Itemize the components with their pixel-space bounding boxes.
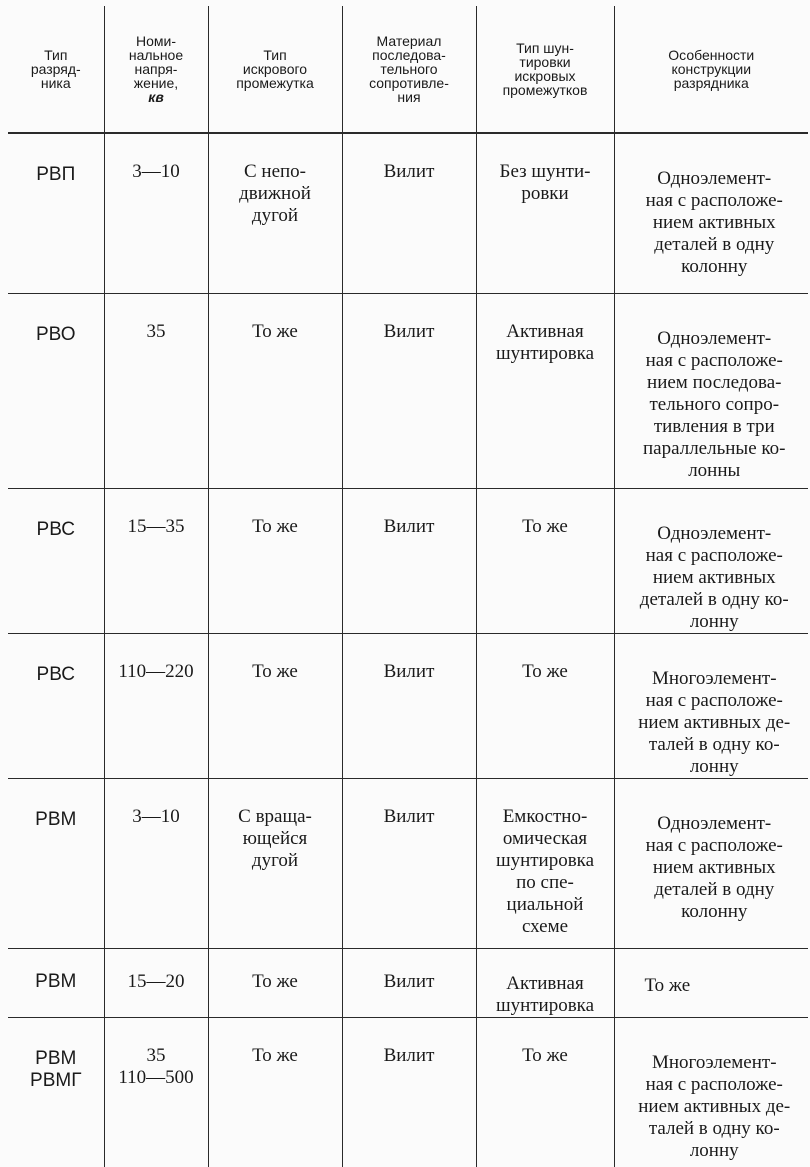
- cell-shunt: Активная шунтировка: [476, 293, 614, 488]
- cell-voltage: 35 110—500: [104, 1017, 208, 1167]
- cell-features: Одноэлемент- ная с расположе- нием активных деталей в одну колонну: [614, 133, 808, 293]
- table-row: [8, 133, 808, 293]
- cell-material: Вилит: [342, 948, 476, 1017]
- header-material: Материал последова- тельного сопротивле- ния: [342, 6, 476, 133]
- cell-gap: То же: [208, 633, 342, 778]
- header-features: Особенности конструкции разрядника: [614, 6, 808, 133]
- cell-gap: С враща- ющейся дугой: [208, 778, 342, 948]
- cell-type: РВС: [36, 663, 75, 685]
- cell-shunt: Емкостно- омическая шунтировка по спе- циальной схеме: [476, 778, 614, 948]
- cell-type: РВС: [36, 518, 75, 540]
- cell-type: РВМ РВМГ: [30, 1047, 82, 1091]
- cell-features: Одноэлемент- ная с расположе- нием активных деталей в одну ко- лонну: [614, 488, 808, 633]
- cell-shunt: То же: [476, 1017, 614, 1167]
- cell-material: Вилит: [342, 778, 476, 948]
- cell-type: РВМ: [35, 808, 77, 830]
- cell-material: Вилит: [342, 293, 476, 488]
- cell-type: РВП: [36, 164, 76, 185]
- cell-shunt: То же: [476, 633, 614, 778]
- table-row: [8, 1017, 808, 1167]
- header-voltage-label: Номи- нальное напря- жение,: [128, 33, 184, 91]
- cell-voltage: 3—10: [104, 778, 208, 948]
- cell-material: Вилит: [342, 1017, 476, 1167]
- cell-features: Многоэлемент- ная с расположе- нием активных де- талей в одну ко- лонну: [614, 1017, 808, 1167]
- cell-shunt: Без шунти- ровки: [476, 133, 614, 293]
- header-gap: Тип искрового промежутка: [208, 6, 342, 133]
- cell-gap: То же: [208, 488, 342, 633]
- cell-voltage: 110—220: [104, 633, 208, 778]
- header-type: Тип разряд- ника: [8, 6, 104, 133]
- cell-gap: То же: [208, 948, 342, 1017]
- header-voltage: [104, 6, 208, 133]
- arrester-table: [8, 6, 808, 1167]
- cell-material: Вилит: [342, 633, 476, 778]
- cell-gap: То же: [208, 293, 342, 488]
- table-row: [8, 488, 808, 633]
- cell-voltage: 15—35: [104, 488, 208, 633]
- cell-material: Вилит: [342, 133, 476, 293]
- cell-shunt: То же: [476, 488, 614, 633]
- cell-shunt: Активная шунтировка: [476, 948, 614, 1017]
- header-shunt: Тип шун- тировки искровых промежутков: [476, 6, 614, 133]
- cell-gap: То же: [208, 1017, 342, 1167]
- cell-features: Одноэлемент- ная с расположе- нием последова- тельного сопро- тивления в три параллельные ко- лонны: [614, 293, 808, 488]
- cell-voltage: 15—20: [104, 948, 208, 1017]
- cell-voltage: 35: [104, 293, 208, 488]
- cell-features: Многоэлемент- ная с расположе- нием активных де- талей в одну ко- лонну: [614, 633, 808, 778]
- cell-voltage: 3—10: [104, 133, 208, 293]
- table-row: [8, 778, 808, 948]
- cell-features: Одноэлемент- ная с расположе- нием активных деталей в одну колонну: [614, 778, 808, 948]
- table-row: [8, 633, 808, 778]
- cell-type: РВО: [36, 323, 76, 345]
- table-header: [8, 6, 808, 133]
- cell-features: То же: [614, 948, 808, 1017]
- table-row: [8, 948, 808, 1017]
- table-row: [8, 293, 808, 488]
- cell-gap: С непо- движной дугой: [208, 133, 342, 293]
- cell-material: Вилит: [342, 488, 476, 633]
- header-voltage-unit: кв: [148, 89, 164, 105]
- cell-type: РВМ: [35, 970, 77, 992]
